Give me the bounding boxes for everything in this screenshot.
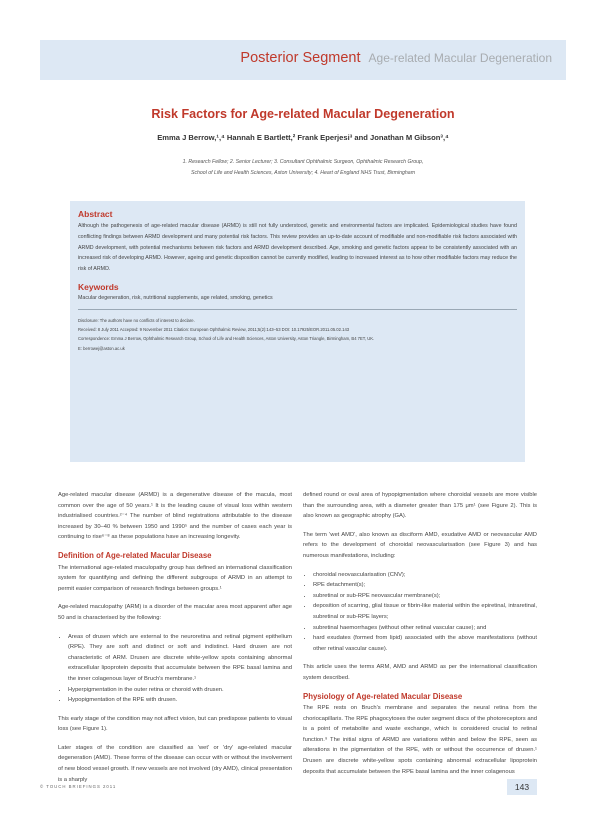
section-title — [240, 50, 552, 66]
correspondence: Correspondence: Emma J Berrow, Ophthalmic Research Group, School of Life and Health Sciences, Aston University, Aston Triangle, Birmingham, B4 7ET, UK. — [78, 336, 375, 342]
section-name: Posterior Segment — [240, 50, 361, 66]
disclosure: Disclosure: The authors have no conflicts of interest to declare. — [78, 317, 195, 323]
abstract-box — [70, 201, 525, 462]
left-column — [58, 490, 292, 793]
paragraph: Age-related macular disease (ARMD) is a degenerative disease of the macula, most common over the age of 50 years.¹ It is the leading cause of visual loss within western industrialised countries.²⁻⁴ The number of blind registrations attributable to the disease increased by 30–40 % between 1950 and 1990⁵ and the number of cases each year is continuing to rise⁶⁻⁸ as these populations have an increasing longevity. — [58, 492, 292, 541]
paragraph: This early stage of the condition may not affect vision, but can predispose patients to visual loss (see Figure 1). — [58, 715, 292, 733]
list-item: • Hypopigmentation of the RPE with drusen. — [68, 695, 292, 706]
list-item: • RPE detachment(s); — [313, 580, 537, 591]
page-number: 143 — [507, 779, 537, 795]
subsection-name: Age-related Macular Degeneration — [368, 51, 552, 65]
affiliation-line: 1. Research Fellow; 2. Senior Lecturer; 3. Consultant Ophthalmic Surgeon, Ophthalmic Research Group, — [182, 159, 424, 165]
paragraph: This article uses the terms ARM, AMD and ARMD as per the international classification system described. — [303, 664, 537, 681]
divider — [78, 309, 517, 310]
section-heading: Definition of Age-related Macular Disease — [58, 550, 212, 560]
right-column — [303, 490, 537, 785]
affiliations — [40, 157, 566, 179]
keywords-heading: Keywords — [78, 281, 119, 292]
article-meta — [78, 316, 517, 353]
paragraph: Later stages of the condition are classified as 'wet' or 'dry' age-related macular degeneration (AMD). These forms of the disease can occur with or without the involvement of new blood vessel growth. If new vessels are not involved (dry AMD), clinical presentation is a sharply — [58, 744, 292, 783]
copyright-footer: © TOUCH BRIEFINGS 2011 — [40, 784, 117, 789]
list-item: • Hyperpigmentation in the outer retina or choroid with drusen. — [68, 685, 292, 696]
section-heading: Physiology of Age-related Macular Disease — [303, 691, 463, 701]
list-item: • deposition of scarring, glial tissue or fibrin-like material within the epiretinal, intraretinal, subretinal or sub-RPE layers; — [313, 601, 537, 622]
section-header — [40, 40, 566, 80]
paragraph: The term 'wet AMD', also known as disciform AMD, exudative AMD or neovascular AMD refers to the development of choroidal neovascularisation (see Figure 3) and has numerous manifestations, including: — [303, 531, 537, 559]
article-title: Risk Factors for Age-related Macular Degeneration — [151, 107, 455, 121]
abstract-text: Although the pathogenesis of age-related macular disease (ARMD) is still not fully understood, genetic and environmental factors are implicated. Epidemiological studies have found conflicting findings between ARMD development and many potential risk factors. This review provides an up-to-date account of modifiable and non-modifiable risk factors associated with ARMD development, with potential mechanisms between risk factors and ARMD development described. Age, smoking and genetic factors appear to be consistently associated with an increased risk of developing ARMD. However, ageing and genetic disposition cannot be currently modified, leading to increased interest as to how other modifiable factors may reduce the risk of ARMD. — [78, 223, 517, 273]
list-item: • subretinal or sub-RPE neovascular membrane(s); — [313, 591, 537, 602]
keywords-text: Macular degeneration, risk, nutritional supplements, age related, smoking, genetics — [78, 294, 273, 301]
list-item: • Areas of drusen which are external to the neuroretina and retinal pigment epithelium (RPE). They are soft and distinct or soft and indistinct. Hard drusen are not characteristic of ARM. Drusen are discrete white-yellow spots containing abnormal extracellular lipoprotein deposits that accumulate between the RPE basal lamina and the inner colagenous layer of Bruch's membrane.¹ — [68, 632, 292, 685]
list-item: • subretinal haemorrhages (without other retinal vascular cause); and — [313, 623, 537, 634]
list-item: • hard exudates (formed from lipid) associated with the above manifestations (without other retinal vascular cause). — [313, 633, 537, 654]
author-list: Emma J Berrow,¹,⁴ Hannah E Bartlett,² Frank Eperjesi³ and Jonathan M Gibson³,⁴ — [157, 133, 449, 142]
bullet-list — [58, 632, 292, 706]
paragraph: The international age-related maculopathy group has defined an international classification system for quantifying and defining the different subgroups of ARMD in an attempt to permit easier comparison of research findings between groups.¹ — [58, 564, 292, 592]
paragraph: The RPE rests on Bruch's membrane and separates the neural retina from the choriocapillaris. The RPE phagocytoses the outer segment discs of the photoreceptors and is a point of metabolite and waste exchange, which is considered crucial to retinal function.⁹ The initial signs of ARMD are variations within and below the RPE, seen as alterations in the pigmentation of the RPE, with or without the occurrence of drusen.¹ Drusen are discrete white-yellow spots containing abnormal extracellular lipoprotein deposits that accumulate between the RPE basal lamina and the inner colagenous — [303, 705, 537, 775]
citation-info: Received: 8 July 2011 Accepted: 9 November 2011 Citation: European Ophthalmic Review, 2011;5(2):143–53 DOI: 10.17925/EOR.2011.05.02.143 — [78, 327, 350, 333]
abstract-heading: Abstract — [78, 209, 113, 219]
paragraph: Age-related maculopathy (ARM) is a disorder of the macular area most apparent after age 50 and is characterised by the following: — [58, 604, 292, 621]
email: E: berrowej@aston.ac.uk — [78, 345, 125, 351]
paragraph: defined round or oval area of hypopigmentation where choroidal vessels are more visible than the surrounding area, with a diameter greater than 175 μm¹ (see Figure 2). This is also known as geographic atrophy (GA). — [303, 492, 537, 520]
list-item: • choroidal neovascularisation (CNV); — [313, 570, 537, 581]
affiliation-line: School of Life and Health Sciences, Aston University; 4. Heart of England NHS Trust, Birmingham — [190, 170, 416, 176]
bullet-list — [303, 570, 537, 655]
